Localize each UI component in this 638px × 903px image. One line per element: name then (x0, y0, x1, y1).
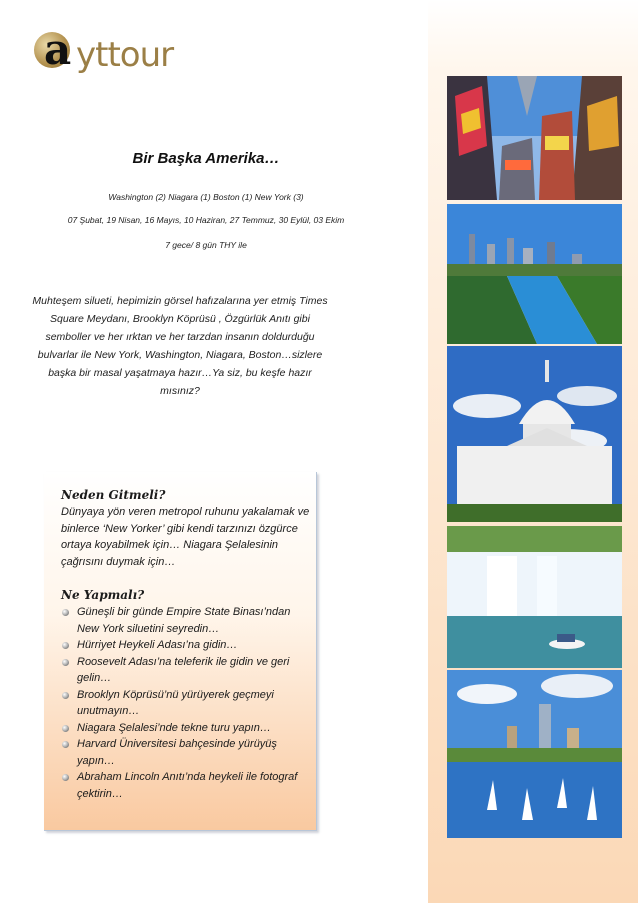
cities-line: Washington (2) Niagara (1) Boston (1) New York (3) (108, 192, 304, 202)
list-item: Abraham Lincoln Anıtı’nda heykeli ile fotograf çektirin… (61, 769, 311, 802)
bullet-icon (62, 659, 69, 666)
duration-line: 7 gece/ 8 gün THY ile (165, 240, 247, 250)
list-item: Brooklyn Köprüsü’nü yürüyerek geçmeyi unutmayın… (61, 687, 311, 720)
bullet-icon (62, 609, 69, 616)
why-go-paragraph: Dünyaya yön veren metropol ruhunu yakalamak ve binlerce ‘New Yorker’ gibi kendi tarzınızı özgürce ortaya koyabilmek için… Niagara Şelalesinin çağrısını duymak için… (61, 506, 310, 568)
why-go-heading: Neden Gitmeli? (61, 488, 166, 502)
ayttour-logo (34, 25, 184, 90)
page-title: Bir Başka Amerika… (132, 150, 280, 167)
activity-list (61, 604, 311, 802)
list-item: Güneşli bir günde Empire State Binası’ndan New York siluetini seyredin… (61, 604, 311, 637)
niagara-falls-photo (447, 526, 622, 668)
logo-initial: a (44, 25, 72, 74)
times-square-photo (447, 76, 622, 200)
bullet-icon (62, 774, 69, 781)
list-item: Niagara Şelalesi’nde tekne turu yapın… (61, 720, 311, 737)
bullet-icon (62, 692, 69, 699)
logo-text: yttour (76, 35, 174, 75)
info-box (44, 472, 317, 831)
boston-river-photo (447, 204, 622, 344)
list-item: Hürriyet Heykeli Adası’na gidin… (61, 637, 311, 654)
bullet-icon (62, 725, 69, 732)
what-to-do-heading: Ne Yapmalı? (61, 588, 145, 602)
intro-paragraph: Muhteşem silueti, hepimizin görsel hafızalarına yer etmiş Times Square Meydanı, Brooklyn Köprüsü , Özgürlük Anıtı gibi semboller ve her ırktan ve her tarzdan insanın doldurduğu bulvarlar ile New York, Washington, Niagara, Boston…sizlere başka bir masal yaşatmaya hazır…Ya siz, bu keşfe hazır mısınız? (32, 295, 328, 397)
capitol-photo (447, 346, 622, 522)
bullet-icon (62, 642, 69, 649)
boston-harbor-photo (447, 670, 622, 838)
list-item: Harvard Üniversitesi bahçesinde yürüyüş yapın… (61, 736, 311, 769)
list-item: Roosevelt Adası’na teleferik ile gidin ve geri gelin… (61, 654, 311, 687)
bullet-icon (62, 741, 69, 748)
dates-line: 07 Şubat, 19 Nisan, 16 Mayıs, 10 Haziran, 27 Temmuz, 30 Eylül, 03 Ekim (67, 215, 345, 225)
